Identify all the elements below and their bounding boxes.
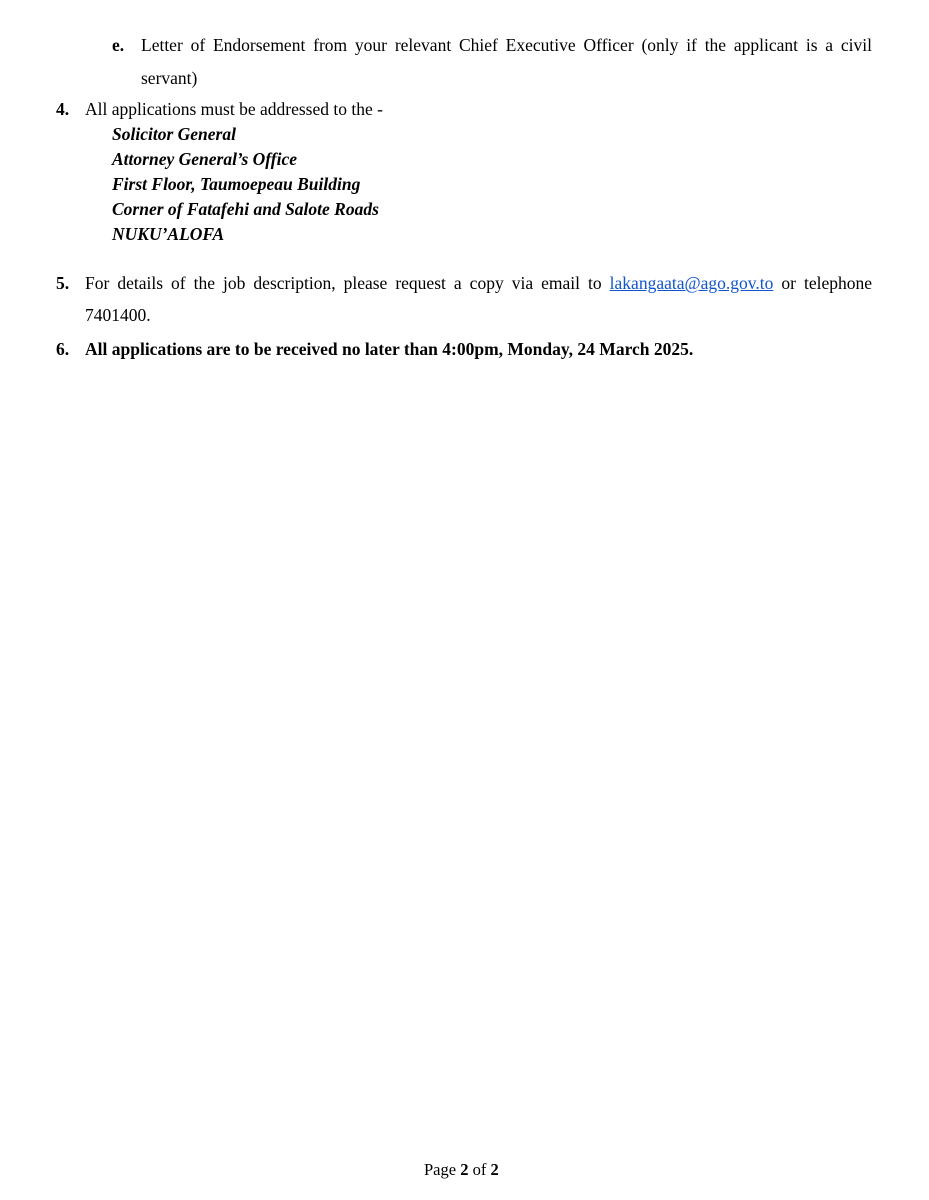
item-6-text: All applications are to be received no later than 4:00pm, Monday, 24 March 2025. <box>85 339 694 359</box>
item-5-prefix: For details of the job description, please request a copy via email to <box>85 273 602 293</box>
page-number <box>424 1160 499 1180</box>
email-link[interactable]: lakangaata@ago.gov.to <box>609 273 774 293</box>
address-line-1: Solicitor General <box>112 124 236 144</box>
page-total: 2 <box>490 1160 499 1179</box>
item-e-line2: servant) <box>141 68 198 88</box>
item-5-line1 <box>85 273 872 294</box>
item-5-line2: 7401400. <box>85 305 151 325</box>
page-current: 2 <box>460 1160 469 1179</box>
item-e-marker: e. <box>112 35 125 55</box>
item-5-number: 5. <box>56 273 70 293</box>
address-line-5: NUKU’ALOFA <box>112 224 225 244</box>
address-line-2: Attorney General’s Office <box>112 149 298 169</box>
item-4-number: 4. <box>56 99 70 119</box>
address-line-3: First Floor, Taumoepeau Building <box>112 174 361 194</box>
address-line-4: Corner of Fatafehi and Salote Roads <box>112 199 379 219</box>
item-e-line1: Letter of Endorsement from your relevant Chief Executive Officer (only if the applicant is a civil <box>141 35 872 55</box>
page-word: Page <box>424 1160 457 1179</box>
item-4-text: All applications must be addressed to the - <box>85 99 383 119</box>
of-word: of <box>472 1160 487 1179</box>
item-5-suffix: or telephone <box>781 273 873 293</box>
item-6-number: 6. <box>56 339 70 359</box>
